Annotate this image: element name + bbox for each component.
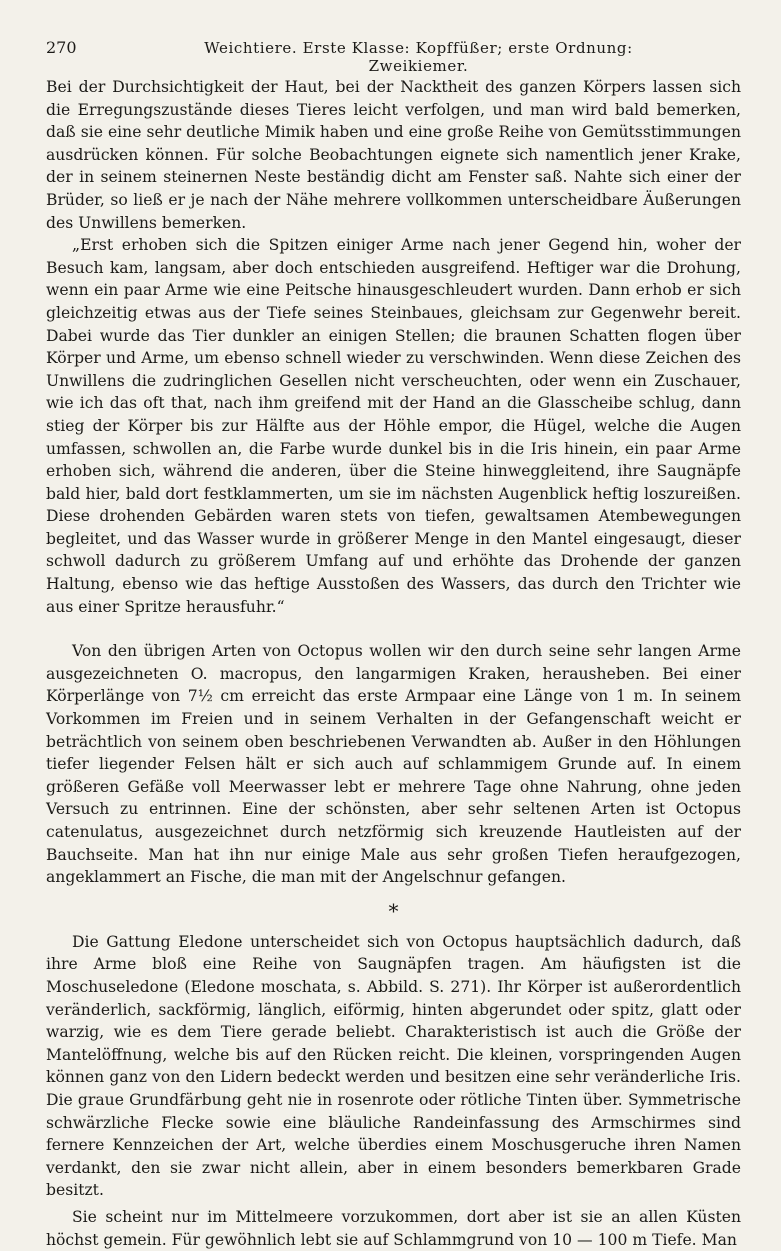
spacer [46, 618, 741, 640]
paragraph-eledone: Die Gattung Eledone unterscheidet sich von Octopus hauptsächlich dadurch, daß ihre Arme bloß eine Reihe von Saugnäpfen tragen. Am häufigsten ist die Moschuseledone (Eledone moschata, s. Abbild. S. 271). Ihr Körper ist außerordentlich veränderlich, sackförmig, länglich, eiförmig, hinten abgerundet oder spitz, glatt oder warzig, wie es dem Tiere gerade beliebt. Charakteristisch ist auch die Größe der Mantelöffnung, welche bis auf den Rücken reicht. Die kleinen, vorspringenden Augen können ganz von den Lidern bedeckt werden und besitzen eine sehr veränderliche Iris. Die graue Grundfärbung geht nie in rosenrote oder rötliche Tinten über. Symmetrische schwärzliche Flecke sowie eine bläuliche Randeinfassung des Armschirmes sind fernere Kennzeichen der Art, welche überdies einem Moschusgeruche ihren Namen verdankt, den sie zwar nicht allein, aber in einem besonders bemerkbaren Grade besitzt. [46, 932, 741, 1200]
paragraph-octopus-macropus: Von den übrigen Arten von Octopus wollen wir den durch seine sehr langen Arme ausgezeichneten O. macropus, den langarmigen Kraken, herausheben. Bei einer Körperlänge von 7½ cm erreicht das erste Armpaar eine Länge von 1 m. In seinem Vorkommen im Freien und in seinem Verhalten in der Gefangenschaft weicht er beträchtlich von seinem oben beschriebenen Verwandten ab. Außer in den Höhlungen tiefer liegender Felsen hält er sich auch auf schlammigem Grunde auf. In einem größeren Gefäße voll Meerwasser lebt er mehrere Tage ohne Nahrung, ohne jeden Versuch zu entrinnen. Eine der schönsten, aber sehr seltenen Arten ist Octopus catenulatus, ausgezeichnet durch netzförmig sich kreuzende Hautleisten auf der Bauchseite. Man hat ihn nur einige Male aus sehr großen Tiefen heraufgezogen, angeklammert an Fische, die man mit der Angelschnur gefangen. [46, 642, 741, 887]
paragraph-mimik: Bei der Durchsichtigkeit der Haut, bei der Nacktheit des ganzen Körpers lassen sich die Erregungszustände dieses Tieres leicht verfolgen, und man wird bald bemerken, daß sie eine sehr deutliche Mimik haben und eine große Reihe von Gemütsstimmungen ausdrücken können. Für solche Beobachtungen eignete sich namentlich jener Krake, der in seinem steinernen Neste beständig dicht am Fenster saß. Nahte sich einer der Brüder, so ließ er je nach der Nähe mehrere vollkommen unterscheidbare Äußerungen des Unwillens bemerken. [46, 78, 741, 232]
paragraph-quote: „Erst erhoben sich die Spitzen einiger Arme nach jener Gegend hin, woher der Besuch kam, langsam, aber doch entschieden ausgreifend. Heftiger war die Drohung, wenn ein paar Arme wie eine Peitsche hinausgeschleudert wurden. Dann erhob er sich gleichzeitig etwas aus der Tiefe seines Steinbaues, gleichsam zur Gegenwehr bereit. Dabei wurde das Tier dunkler an einigen Stellen; die braunen Schatten flogen über Körper und Arme, um ebenso schnell wieder zu verschwinden. Wenn diese Zeichen des Unwillens die zudringlichen Gesellen nicht verscheuchten, oder wenn ein Zuschauer, wie ich das oft that, nach ihm greifend mit der Hand an die Glasscheibe schlug, dann stieg der Körper bis zur Hälfte aus der Höhle empor, die Hügel, welche die Augen umfassen, schwollen an, die Farbe wurde dunkel bis in die Iris hinein, ein paar Arme erhoben sich, während die anderen, über die Steine hinweggleitend, ihre Saugnäpfe bald hier, bald dort festklammerten, um sie im nächsten Augenblick heftig loszureißen. Diese drohenden Gebärden waren stets von tiefen, gewaltsamen Atembewegungen begleitet, und das Wasser wurde in größerer Menge in den Mantel eingesaugt, dieser schwoll dadurch zu größerem Umfang auf und erhöhte das Drohende der ganzen Haltung, ebenso wie das heftige Ausstoßen des Wassers, das durch den Trichter wie aus einer Spritze herausfuhr.“ [46, 236, 741, 616]
paragraph-habitat: Sie scheint nur im Mittelmeere vorzukommen, dort aber ist sie an allen Küsten höchst gemein. Für gewöhnlich lebt sie auf Schlammgrund von 10 — 100 m Tiefe. Man [46, 1207, 741, 1249]
page-number: 270 [46, 38, 77, 57]
section-separator: * [388, 898, 399, 923]
running-head: Weichtiere. Erste Klasse: Kopffüßer; erste Ordnung: Zweikiemer. [204, 39, 633, 75]
page-header [46, 38, 741, 75]
